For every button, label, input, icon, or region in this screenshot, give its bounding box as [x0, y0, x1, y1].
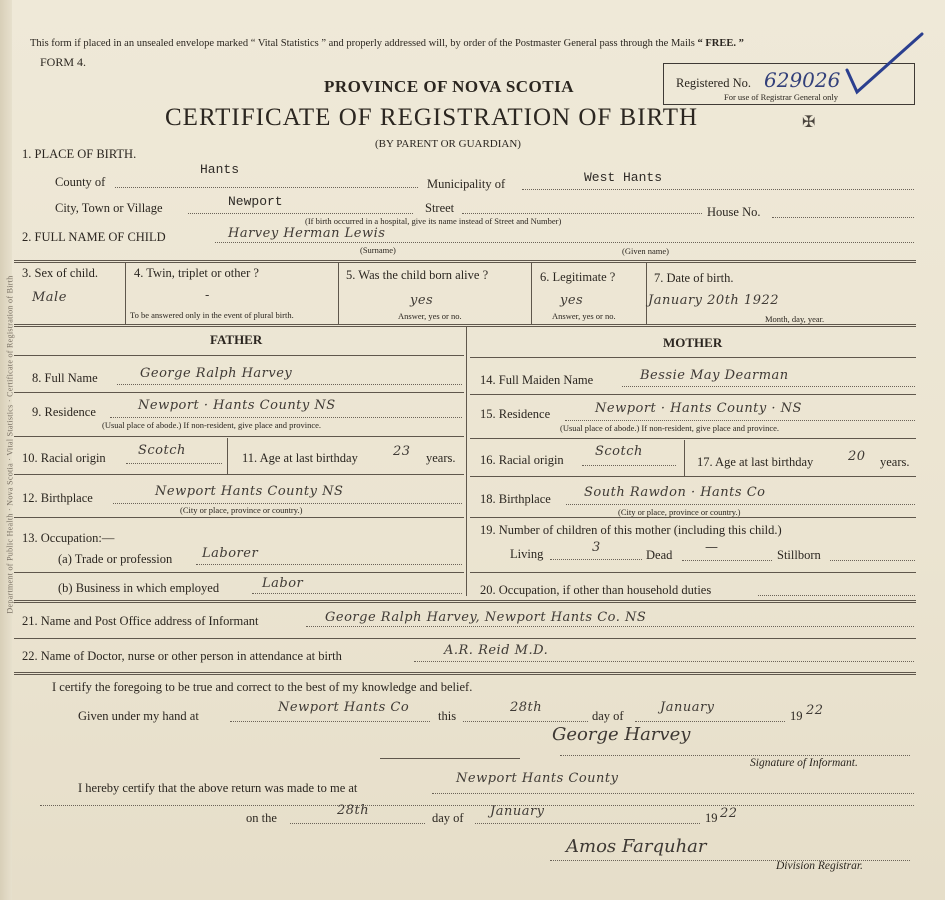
father-name-line — [117, 384, 462, 385]
divider-2 — [338, 262, 339, 324]
divider-1 — [125, 262, 126, 324]
municipality-line — [522, 189, 914, 190]
child-name-line — [215, 242, 914, 243]
municipality-value: West Hants — [584, 170, 663, 185]
informant-label: 21. Name and Post Office address of Informant — [22, 614, 259, 628]
doctor-value: A.R. Reid M.D. — [444, 643, 549, 658]
date-of-birth-note: Month, day, year. — [765, 314, 825, 324]
divider-3 — [531, 262, 532, 324]
dead-label: Dead — [646, 548, 673, 562]
father-residence-note: (Usual place of abode.) If non-resident, give place and province. — [102, 420, 322, 430]
father-years-label: years. — [426, 451, 456, 465]
father-racial-label: 10. Racial origin — [22, 451, 106, 465]
legitimate-note: Answer, yes or no. — [552, 311, 616, 321]
mother-rule-3 — [470, 438, 916, 439]
municipality-label: Municipality of — [427, 177, 506, 191]
given-place-line — [230, 721, 430, 722]
registrar-statement: I hereby certify that the above return was made to me at — [78, 781, 358, 795]
father-name-value: George Ralph Harvey — [140, 366, 293, 381]
certificate-title: CERTIFICATE OF REGISTRATION OF BIRTH — [165, 104, 699, 131]
mother-name-value: Bessie May Dearman — [640, 368, 789, 383]
mother-residence-line — [565, 420, 915, 421]
given-month-line — [635, 721, 785, 722]
father-residence-label: 9. Residence — [32, 405, 96, 419]
mother-name-line — [622, 386, 915, 387]
registration-number: 629026 — [764, 68, 841, 92]
registrar-day-value: 28th — [337, 803, 370, 818]
rule-bottom-row3 — [14, 324, 916, 327]
rule-top-row3 — [14, 260, 916, 263]
given-year-prefix: 19 — [790, 709, 803, 723]
certify-statement: I certify the foregoing to be true and correct to the best of my knowledge and belief. — [52, 680, 473, 694]
twin-value: - — [205, 288, 210, 303]
mother-children-label: 19. Number of children of this mother (including this child.) — [480, 523, 782, 537]
dead-value: — — [705, 540, 719, 555]
mother-occupation-label: 20. Occupation, if other than household duties — [480, 583, 712, 597]
mother-name-label: 14. Full Maiden Name — [480, 373, 594, 387]
given-year-value: 22 — [806, 703, 824, 718]
living-label: Living — [510, 547, 544, 561]
side-margin-text: Department of Public Health · Nova Scotia · Vital Statistics · Certificate of Registration of Birth — [5, 275, 15, 614]
mother-racial-label: 16. Racial origin — [480, 453, 564, 467]
this-label: this — [438, 709, 457, 723]
legitimate-label: 6. Legitimate ? — [540, 270, 616, 284]
informant-value: George Ralph Harvey, Newport Hants Co. NS — [325, 610, 647, 625]
notice-free: “ FREE. ” — [697, 38, 744, 49]
doctor-line — [414, 661, 914, 662]
mother-birthplace-label: 18. Birthplace — [480, 492, 551, 506]
mother-birthplace-line — [566, 504, 915, 505]
dead-line — [682, 560, 772, 561]
house-label: House No. — [707, 205, 761, 219]
mother-birthplace-value: South Rawdon · Hants Co — [584, 485, 766, 500]
doctor-label: 22. Name of Doctor, nurse or other person in attendance at birth — [22, 649, 342, 663]
city-value: Newport — [228, 194, 283, 209]
notice-marked: “ Vital Statistics ” — [250, 38, 327, 49]
surname-caption: (Surname) — [360, 245, 396, 255]
separator-line — [380, 758, 520, 759]
city-label: City, Town or Village — [55, 201, 163, 215]
checkmark-icon — [842, 30, 932, 110]
father-business-label: (b) Business in which employed — [58, 581, 220, 595]
sex-value: Male — [32, 290, 67, 305]
father-residence-line — [110, 417, 462, 418]
living-line — [550, 559, 642, 560]
informant-signature-caption: Signature of Informant. — [750, 757, 858, 769]
registrar-year-value: 22 — [720, 806, 738, 821]
father-name-label: 8. Full Name — [32, 371, 98, 385]
child-name-label: 2. FULL NAME OF CHILD — [22, 230, 166, 244]
father-business-line — [252, 593, 462, 594]
stillborn-label: Stillborn — [777, 548, 821, 562]
county-label: County of — [55, 175, 106, 189]
given-under-label: Given under my hand at — [78, 709, 199, 723]
mother-age-value: 20 — [848, 449, 866, 464]
given-month-value: January — [660, 700, 715, 715]
mother-residence-value: Newport · Hants County · NS — [595, 401, 802, 416]
twin-note: To be answered only in the event of plural birth. — [130, 310, 294, 320]
given-place-value: Newport Hants Co — [278, 700, 410, 715]
mother-rule-4 — [470, 476, 916, 477]
street-label: Street — [425, 201, 455, 215]
father-rule-1 — [14, 355, 464, 356]
registrar-second-line — [40, 805, 914, 806]
father-rule-5 — [14, 517, 464, 518]
informant-line — [306, 626, 914, 627]
father-rule-3 — [14, 436, 464, 437]
given-day-value: 28th — [510, 700, 543, 715]
father-residence-value: Newport · Hants County NS — [138, 398, 336, 413]
living-value: 3 — [592, 540, 601, 555]
province-heading: PROVINCE OF NOVA SCOTIA — [324, 77, 575, 96]
street-line — [462, 213, 702, 214]
mother-rule-2 — [470, 394, 916, 395]
parents-divider — [466, 326, 467, 596]
informant-signature: George Harvey — [552, 724, 691, 745]
alive-value: yes — [410, 293, 434, 308]
alive-label: 5. Was the child born alive ? — [346, 268, 489, 282]
father-trade-line — [196, 564, 462, 565]
father-birthplace-line — [113, 503, 462, 504]
registrar-month-line — [475, 823, 700, 824]
certificate-subtitle: (BY PARENT OR GUARDIAN) — [375, 138, 521, 150]
house-line — [772, 217, 914, 218]
father-age-value: 23 — [393, 444, 411, 459]
given-day-line — [463, 721, 588, 722]
given-day-of-label: day of — [592, 709, 624, 723]
informant-signature-line — [560, 755, 910, 756]
registrar-caption: Division Registrar. — [776, 860, 863, 872]
mother-birthplace-note: (City or place, province or country.) — [618, 507, 741, 517]
registrar-day-line — [290, 823, 425, 824]
mother-residence-label: 15. Residence — [480, 407, 551, 421]
registrar-signature: Amos Farquhar — [566, 836, 707, 857]
form-number: FORM 4. — [40, 55, 87, 69]
father-rule-6 — [14, 572, 464, 573]
registrar-month-value: January — [490, 804, 545, 819]
twin-label: 4. Twin, triplet or other ? — [134, 266, 259, 280]
city-line — [188, 213, 413, 214]
father-racial-line — [126, 463, 222, 464]
registrar-day-of-label: day of — [432, 811, 464, 825]
given-name-caption: (Given name) — [622, 246, 669, 256]
postal-notice — [30, 38, 744, 49]
registrar-year-prefix: 19 — [705, 811, 718, 825]
registrar-place-line — [432, 793, 914, 794]
mother-age-label: 17. Age at last birthday — [697, 455, 814, 469]
mother-racial-value: Scotch — [595, 444, 643, 459]
father-racial-value: Scotch — [138, 443, 186, 458]
father-birthplace-value: Newport Hants County NS — [155, 484, 344, 499]
mother-years-label: years. — [880, 455, 910, 469]
rule-after-informant — [14, 638, 916, 639]
place-of-birth-label: 1. PLACE OF BIRTH. — [22, 147, 137, 161]
rule-after-parents — [14, 600, 916, 603]
county-value: Hants — [200, 162, 240, 177]
date-of-birth-value: January 20th 1922 — [648, 293, 780, 308]
notice-text-before: This form if placed in an unsealed envelope marked — [30, 38, 249, 49]
notice-text-after: and properly addressed will, by order of the Postmaster General pass through the Mails — [328, 38, 695, 49]
father-rule-4 — [14, 474, 464, 475]
street-note: (If birth occurred in a hospital, give its name instead of Street and Number) — [305, 216, 562, 226]
stillborn-line — [830, 560, 915, 561]
page-edge — [0, 0, 15, 900]
alive-note: Answer, yes or no. — [398, 311, 462, 321]
mother-age-divider — [684, 440, 685, 476]
legitimate-value: yes — [560, 293, 584, 308]
sex-label: 3. Sex of child. — [22, 266, 99, 280]
mother-racial-line — [582, 465, 676, 466]
father-occupation-label: 13. Occupation:— — [22, 531, 115, 545]
father-trade-value: Laborer — [202, 546, 259, 561]
father-rule-2 — [14, 392, 464, 393]
mother-rule-5 — [470, 517, 916, 518]
mother-occupation-line — [758, 595, 915, 596]
registered-label: Registered No. — [676, 76, 751, 90]
mother-rule-1 — [470, 357, 916, 358]
father-trade-label: (a) Trade or profession — [58, 552, 173, 566]
date-of-birth-label: 7. Date of birth. — [654, 271, 734, 285]
registrar-place-value: Newport Hants County — [456, 771, 619, 786]
registrar-on-the-label: on the — [246, 811, 277, 825]
mother-heading: MOTHER — [663, 335, 723, 350]
ornament-icon: ✠ — [802, 114, 816, 131]
father-birthplace-label: 12. Birthplace — [22, 491, 93, 505]
father-heading: FATHER — [210, 332, 263, 347]
divider-4 — [646, 262, 647, 324]
father-age-label: 11. Age at last birthday — [242, 451, 358, 465]
father-business-value: Labor — [262, 576, 304, 591]
rule-after-doctor — [14, 672, 916, 675]
mother-rule-6 — [470, 572, 916, 573]
mother-residence-note: (Usual place of abode.) If non-resident, give place and province. — [560, 423, 780, 433]
father-age-divider — [227, 438, 228, 474]
child-name-value: Harvey Herman Lewis — [228, 226, 386, 241]
father-birthplace-note: (City or place, province or country.) — [180, 505, 303, 515]
county-line — [115, 187, 418, 188]
registration-note: For use of Registrar General only — [724, 92, 839, 102]
